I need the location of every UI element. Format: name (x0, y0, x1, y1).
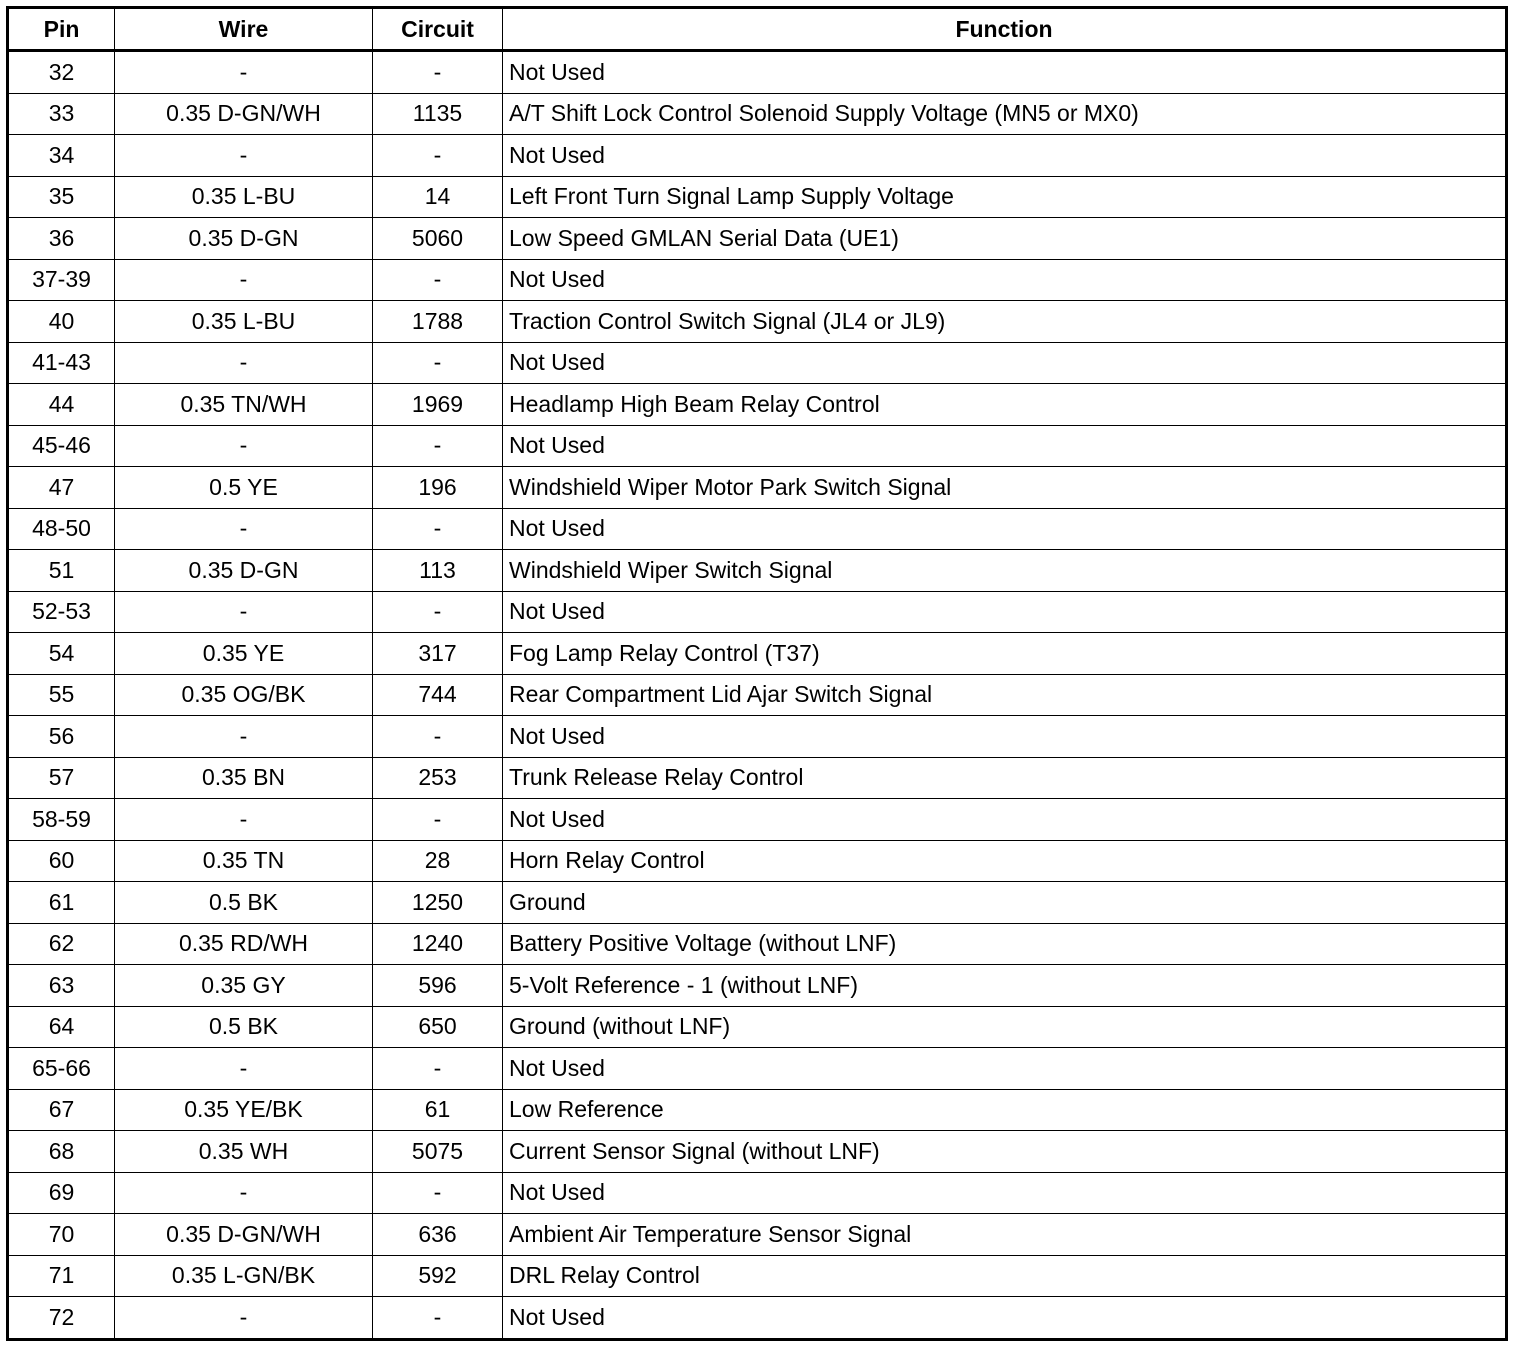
cell-function: Not Used (503, 51, 1507, 94)
cell-circuit: - (373, 342, 503, 384)
cell-function: Not Used (503, 259, 1507, 301)
cell-function: Not Used (503, 1048, 1507, 1090)
cell-pin: 69 (8, 1172, 115, 1214)
cell-wire: 0.35 D-GN/WH (115, 1214, 373, 1256)
cell-circuit: 5075 (373, 1131, 503, 1173)
cell-circuit: - (373, 799, 503, 841)
table-row (8, 674, 1507, 716)
cell-function: Low Reference (503, 1089, 1507, 1131)
cell-pin: 55 (8, 674, 115, 716)
cell-pin: 33 (8, 93, 115, 135)
cell-function: Not Used (503, 508, 1507, 550)
table-row (8, 1255, 1507, 1297)
table-row (8, 591, 1507, 633)
table-row (8, 467, 1507, 509)
cell-wire: 0.35 D-GN (115, 550, 373, 592)
cell-wire: 0.35 L-BU (115, 301, 373, 343)
cell-wire: 0.35 GY (115, 965, 373, 1007)
cell-pin: 72 (8, 1297, 115, 1340)
cell-circuit: - (373, 508, 503, 550)
cell-wire: 0.35 BN (115, 757, 373, 799)
cell-function: Windshield Wiper Motor Park Switch Signal (503, 467, 1507, 509)
cell-pin: 37-39 (8, 259, 115, 301)
cell-function: Not Used (503, 135, 1507, 177)
cell-pin: 57 (8, 757, 115, 799)
table-row (8, 965, 1507, 1007)
cell-circuit: - (373, 1048, 503, 1090)
cell-wire: - (115, 135, 373, 177)
table-row (8, 1172, 1507, 1214)
cell-wire: - (115, 591, 373, 633)
table-header-row (8, 8, 1507, 51)
cell-circuit: - (373, 716, 503, 758)
cell-circuit: 1788 (373, 301, 503, 343)
cell-wire: - (115, 425, 373, 467)
cell-pin: 62 (8, 923, 115, 965)
cell-wire: 0.5 BK (115, 1006, 373, 1048)
cell-circuit: 744 (373, 674, 503, 716)
cell-pin: 65-66 (8, 1048, 115, 1090)
cell-circuit: 317 (373, 633, 503, 675)
header-wire: Wire (115, 8, 373, 51)
cell-circuit: 61 (373, 1089, 503, 1131)
cell-function: Left Front Turn Signal Lamp Supply Voltage (503, 176, 1507, 218)
cell-circuit: 650 (373, 1006, 503, 1048)
cell-function: Not Used (503, 1297, 1507, 1340)
cell-wire: 0.35 YE/BK (115, 1089, 373, 1131)
cell-circuit: 592 (373, 1255, 503, 1297)
cell-function: Not Used (503, 425, 1507, 467)
cell-pin: 34 (8, 135, 115, 177)
table-row (8, 1006, 1507, 1048)
cell-circuit: - (373, 591, 503, 633)
cell-circuit: - (373, 1297, 503, 1340)
cell-pin: 44 (8, 384, 115, 426)
cell-circuit: - (373, 259, 503, 301)
connector-pinout-table (6, 6, 1508, 1341)
cell-function: 5-Volt Reference - 1 (without LNF) (503, 965, 1507, 1007)
cell-wire: 0.35 TN/WH (115, 384, 373, 426)
cell-circuit: 14 (373, 176, 503, 218)
cell-pin: 32 (8, 51, 115, 94)
cell-pin: 45-46 (8, 425, 115, 467)
cell-wire: 0.35 L-BU (115, 176, 373, 218)
table-body (8, 51, 1507, 1340)
table-row (8, 176, 1507, 218)
cell-circuit: 1135 (373, 93, 503, 135)
cell-function: Not Used (503, 342, 1507, 384)
cell-wire: 0.35 RD/WH (115, 923, 373, 965)
table-row (8, 93, 1507, 135)
cell-wire: - (115, 1297, 373, 1340)
cell-circuit: 253 (373, 757, 503, 799)
cell-pin: 64 (8, 1006, 115, 1048)
table-row (8, 1297, 1507, 1340)
cell-pin: 40 (8, 301, 115, 343)
cell-function: DRL Relay Control (503, 1255, 1507, 1297)
cell-function: Battery Positive Voltage (without LNF) (503, 923, 1507, 965)
cell-wire: - (115, 716, 373, 758)
cell-function: Not Used (503, 591, 1507, 633)
table-row (8, 716, 1507, 758)
cell-pin: 58-59 (8, 799, 115, 841)
cell-pin: 51 (8, 550, 115, 592)
cell-circuit: 196 (373, 467, 503, 509)
cell-function: Not Used (503, 799, 1507, 841)
cell-function: Fog Lamp Relay Control (T37) (503, 633, 1507, 675)
table-row (8, 384, 1507, 426)
cell-pin: 67 (8, 1089, 115, 1131)
table-row (8, 508, 1507, 550)
cell-function: Current Sensor Signal (without LNF) (503, 1131, 1507, 1173)
table-row (8, 882, 1507, 924)
table-row (8, 799, 1507, 841)
cell-wire: 0.35 YE (115, 633, 373, 675)
cell-function: Horn Relay Control (503, 840, 1507, 882)
cell-wire: 0.35 D-GN (115, 218, 373, 260)
table-row (8, 135, 1507, 177)
cell-circuit: 596 (373, 965, 503, 1007)
cell-circuit: 1240 (373, 923, 503, 965)
cell-circuit: - (373, 1172, 503, 1214)
table-row (8, 840, 1507, 882)
table-row (8, 425, 1507, 467)
cell-pin: 48-50 (8, 508, 115, 550)
cell-wire: 0.35 D-GN/WH (115, 93, 373, 135)
cell-pin: 54 (8, 633, 115, 675)
cell-wire: 0.35 OG/BK (115, 674, 373, 716)
cell-pin: 68 (8, 1131, 115, 1173)
cell-pin: 56 (8, 716, 115, 758)
table-row (8, 1048, 1507, 1090)
table-row (8, 550, 1507, 592)
header-function: Function (503, 8, 1507, 51)
cell-pin: 52-53 (8, 591, 115, 633)
cell-wire: - (115, 1048, 373, 1090)
cell-wire: 0.35 WH (115, 1131, 373, 1173)
cell-pin: 60 (8, 840, 115, 882)
cell-pin: 35 (8, 176, 115, 218)
cell-wire: - (115, 259, 373, 301)
cell-pin: 36 (8, 218, 115, 260)
cell-function: Windshield Wiper Switch Signal (503, 550, 1507, 592)
cell-wire: 0.35 L-GN/BK (115, 1255, 373, 1297)
cell-pin: 61 (8, 882, 115, 924)
cell-pin: 47 (8, 467, 115, 509)
table-row (8, 301, 1507, 343)
table-row (8, 923, 1507, 965)
cell-function: Low Speed GMLAN Serial Data (UE1) (503, 218, 1507, 260)
cell-circuit: 113 (373, 550, 503, 592)
cell-function: Ambient Air Temperature Sensor Signal (503, 1214, 1507, 1256)
table-row (8, 259, 1507, 301)
cell-function: Not Used (503, 1172, 1507, 1214)
cell-function: Ground (without LNF) (503, 1006, 1507, 1048)
cell-function: Rear Compartment Lid Ajar Switch Signal (503, 674, 1507, 716)
cell-pin: 63 (8, 965, 115, 1007)
cell-wire: - (115, 1172, 373, 1214)
cell-function: Traction Control Switch Signal (JL4 or JL9) (503, 301, 1507, 343)
cell-wire: 0.5 YE (115, 467, 373, 509)
cell-function: Not Used (503, 716, 1507, 758)
cell-function: Ground (503, 882, 1507, 924)
table-row (8, 757, 1507, 799)
cell-circuit: 28 (373, 840, 503, 882)
cell-function: Trunk Release Relay Control (503, 757, 1507, 799)
cell-circuit: 1969 (373, 384, 503, 426)
cell-wire: - (115, 799, 373, 841)
table-row (8, 342, 1507, 384)
cell-pin: 70 (8, 1214, 115, 1256)
cell-circuit: - (373, 135, 503, 177)
header-circuit: Circuit (373, 8, 503, 51)
table-row (8, 218, 1507, 260)
cell-function: A/T Shift Lock Control Solenoid Supply Voltage (MN5 or MX0) (503, 93, 1507, 135)
table-row (8, 633, 1507, 675)
cell-circuit: - (373, 51, 503, 94)
cell-function: Headlamp High Beam Relay Control (503, 384, 1507, 426)
cell-wire: 0.35 TN (115, 840, 373, 882)
cell-pin: 41-43 (8, 342, 115, 384)
cell-circuit: 1250 (373, 882, 503, 924)
cell-circuit: 5060 (373, 218, 503, 260)
table-row (8, 51, 1507, 94)
cell-pin: 71 (8, 1255, 115, 1297)
table-row (8, 1131, 1507, 1173)
cell-circuit: 636 (373, 1214, 503, 1256)
table-row (8, 1214, 1507, 1256)
cell-wire: - (115, 508, 373, 550)
cell-circuit: - (373, 425, 503, 467)
cell-wire: - (115, 342, 373, 384)
cell-wire: - (115, 51, 373, 94)
table-row (8, 1089, 1507, 1131)
header-pin: Pin (8, 8, 115, 51)
cell-wire: 0.5 BK (115, 882, 373, 924)
